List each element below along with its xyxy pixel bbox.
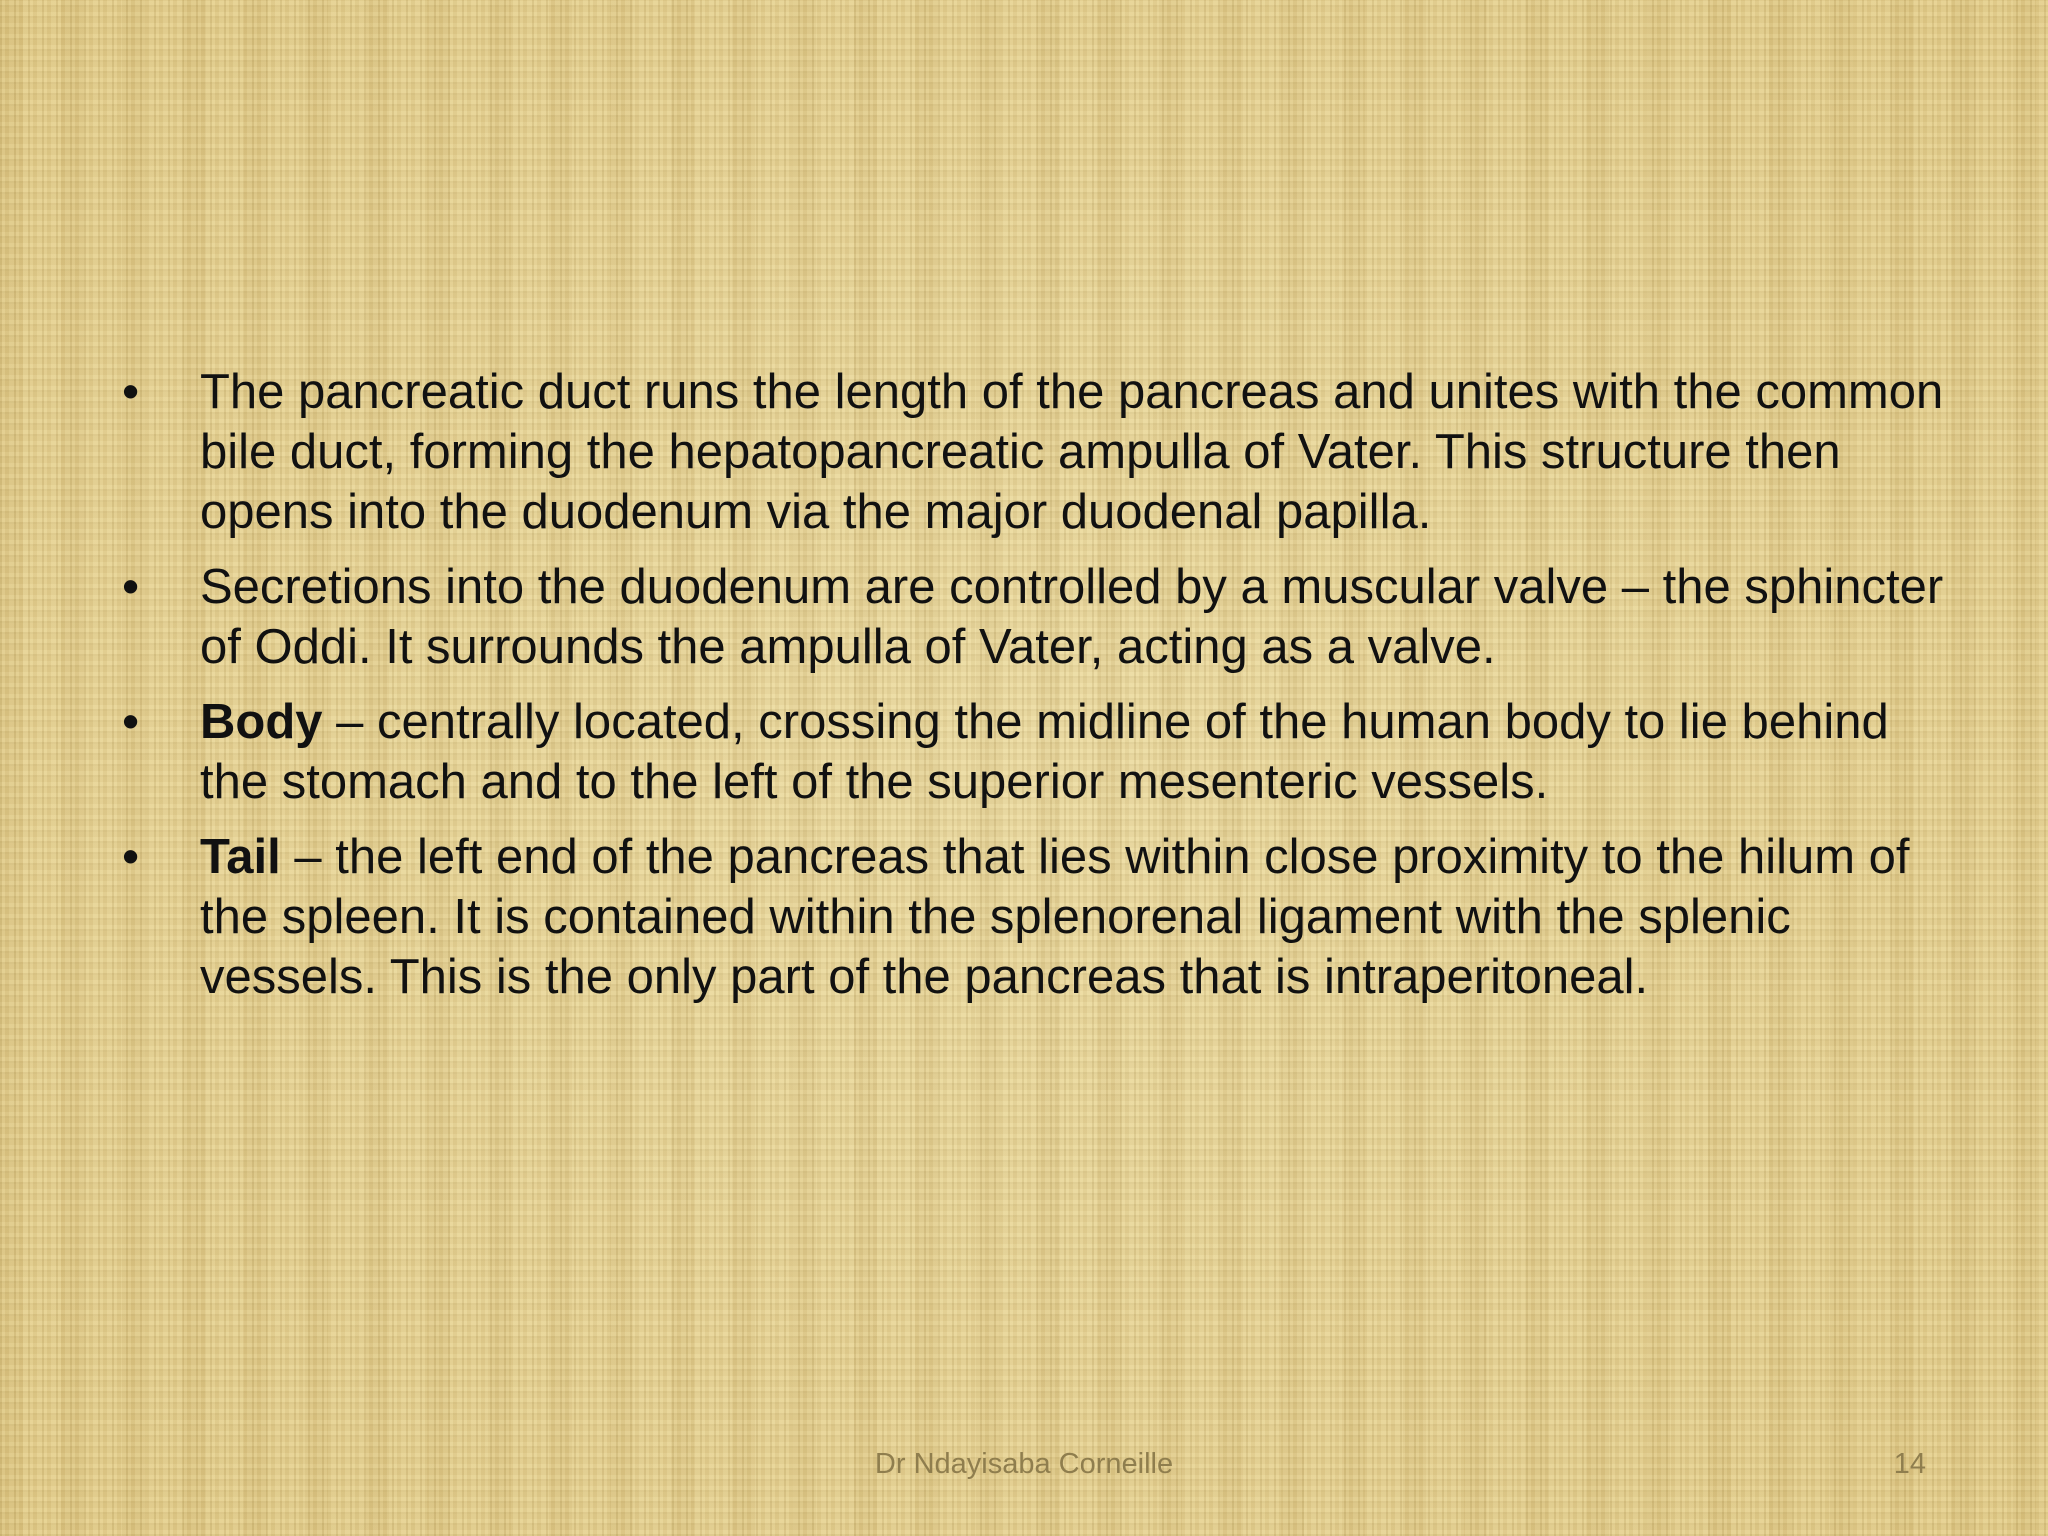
bullet-term: Tail <box>200 830 281 884</box>
bullet-marker: • <box>122 560 140 614</box>
bullet-text <box>200 557 1952 677</box>
bullet-text <box>200 827 1952 1007</box>
page-number: 14 <box>1893 1448 1926 1480</box>
bullet-list <box>122 362 1952 1022</box>
bullet-marker: • <box>122 365 140 419</box>
bullet-marker: • <box>122 695 140 749</box>
bullet-item-sphincter-of-oddi <box>122 557 1952 677</box>
bullet-marker: • <box>122 830 140 884</box>
bullet-body: – centrally located, crossing the midline of the human body to lie behind the stomach and to the left of the superior mesenteric vessels. <box>200 695 1889 809</box>
footer-author: Dr Ndayisaba Corneille <box>874 1448 1174 1480</box>
bullet-item-pancreatic-duct <box>122 362 1952 542</box>
bullet-text <box>200 692 1952 812</box>
bullet-item-tail <box>122 827 1952 1007</box>
bullet-body: Secretions into the duodenum are controlled by a muscular valve – the sphincter of Oddi. It surrounds the ampulla of Vater, acting as a valve. <box>200 560 1944 674</box>
bullet-text <box>200 362 1952 542</box>
bullet-body: – the left end of the pancreas that lies within close proximity to the hilum of the spleen. It is contained within the splenorenal ligament with the splenic vessels. This is the only part of the pancreas that is intraperitoneal. <box>200 830 1910 1004</box>
bullet-term: Body <box>200 695 323 749</box>
bullet-item-body <box>122 692 1952 812</box>
bullet-body: The pancreatic duct runs the length of the pancreas and unites with the common bile duct, forming the hepatopancreatic ampulla of Vater. This structure then opens into the duodenum via the major duodenal papilla. <box>200 365 1944 539</box>
